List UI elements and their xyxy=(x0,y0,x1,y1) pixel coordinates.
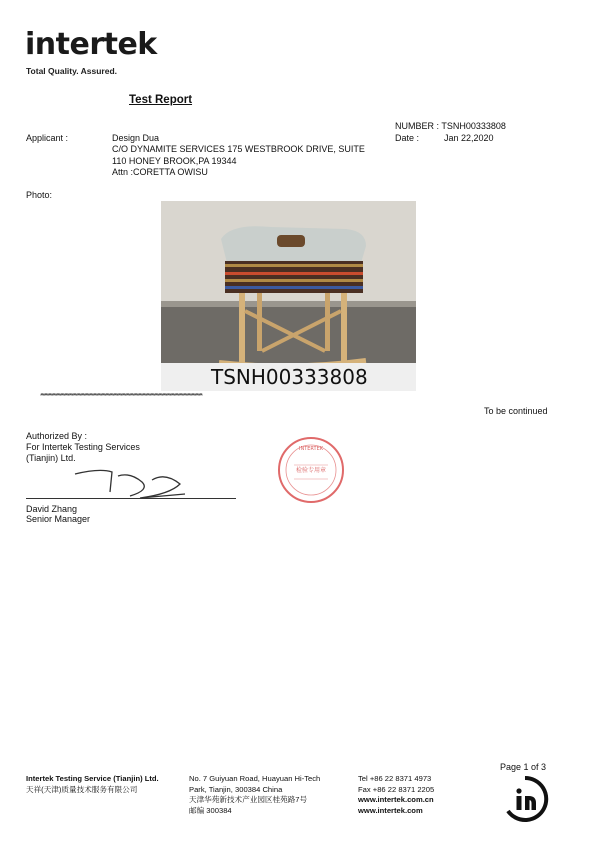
footer-contact xyxy=(358,774,434,816)
signer-name: David Zhang xyxy=(26,504,78,514)
fax-line: Fax +86 22 8371 2205 xyxy=(358,784,435,794)
svg-text:INTERTEK: INTERTEK xyxy=(298,446,324,452)
date-label: Date : xyxy=(395,133,420,143)
signer-title: Senior Manager xyxy=(26,514,91,524)
applicant-line: 110 HONEY BROOK,PA 19344 xyxy=(112,156,237,166)
report-title: Test Report xyxy=(129,94,193,106)
report-number: NUMBER : TSNH00333808 xyxy=(395,121,506,131)
website-cn-link[interactable]: www.intertek.com.cn xyxy=(358,795,434,804)
authorized-by-label: Authorized By : xyxy=(26,431,88,441)
svg-text:检验专用章: 检验专用章 xyxy=(295,467,327,474)
website-link[interactable]: www.intertek.com xyxy=(358,805,423,815)
applicant-line: Design Dua xyxy=(112,133,160,143)
address-line: No. 7 Guiyuan Road, Huayuan Hi-Tech xyxy=(189,774,321,783)
product-photo xyxy=(161,201,416,391)
photo-label: Photo: xyxy=(26,190,53,200)
authorized-org: For Intertek Testing Services xyxy=(26,442,140,452)
address-line: 天津华苑新技术产业园区桂苑路7号 xyxy=(189,795,308,804)
footer-company-en: Intertek Testing Service (Tianjin) Ltd. xyxy=(26,774,159,783)
authorized-org: (Tianjin) Ltd. xyxy=(26,453,76,463)
footer-address xyxy=(189,774,320,816)
applicant-label: Applicant : xyxy=(26,133,69,143)
applicant-line: Attn :CORETTA OWISU xyxy=(112,167,208,177)
signature-image xyxy=(70,462,200,502)
applicant-line: C/O DYNAMITE SERVICES 175 WESTBROOK DRIVE, SUITE xyxy=(112,144,365,154)
address-line: Park, Tianjin, 300384 China xyxy=(189,784,283,794)
date-value: Jan 22,2020 xyxy=(444,133,494,143)
footer-company-cn: 天祥(天津)质量技术服务有限公司 xyxy=(26,784,138,794)
footer-company xyxy=(26,774,159,795)
tel-line: Tel +86 22 8371 4973 xyxy=(358,774,432,783)
brand-tagline: Total Quality. Assured. xyxy=(26,66,117,76)
separator-line: ************************************************************************************************************************** xyxy=(40,393,202,400)
continued-note: To be continued xyxy=(484,406,548,416)
intertek-in-icon xyxy=(501,775,549,823)
intertek-logo: intertek xyxy=(25,27,157,62)
address-line: 邮编 300384 xyxy=(189,805,232,815)
company-seal xyxy=(276,435,346,505)
signature-line xyxy=(26,498,236,499)
photo-caption: TSNH00333808 xyxy=(211,365,368,389)
page-number: Page 1 of 3 xyxy=(500,762,547,772)
